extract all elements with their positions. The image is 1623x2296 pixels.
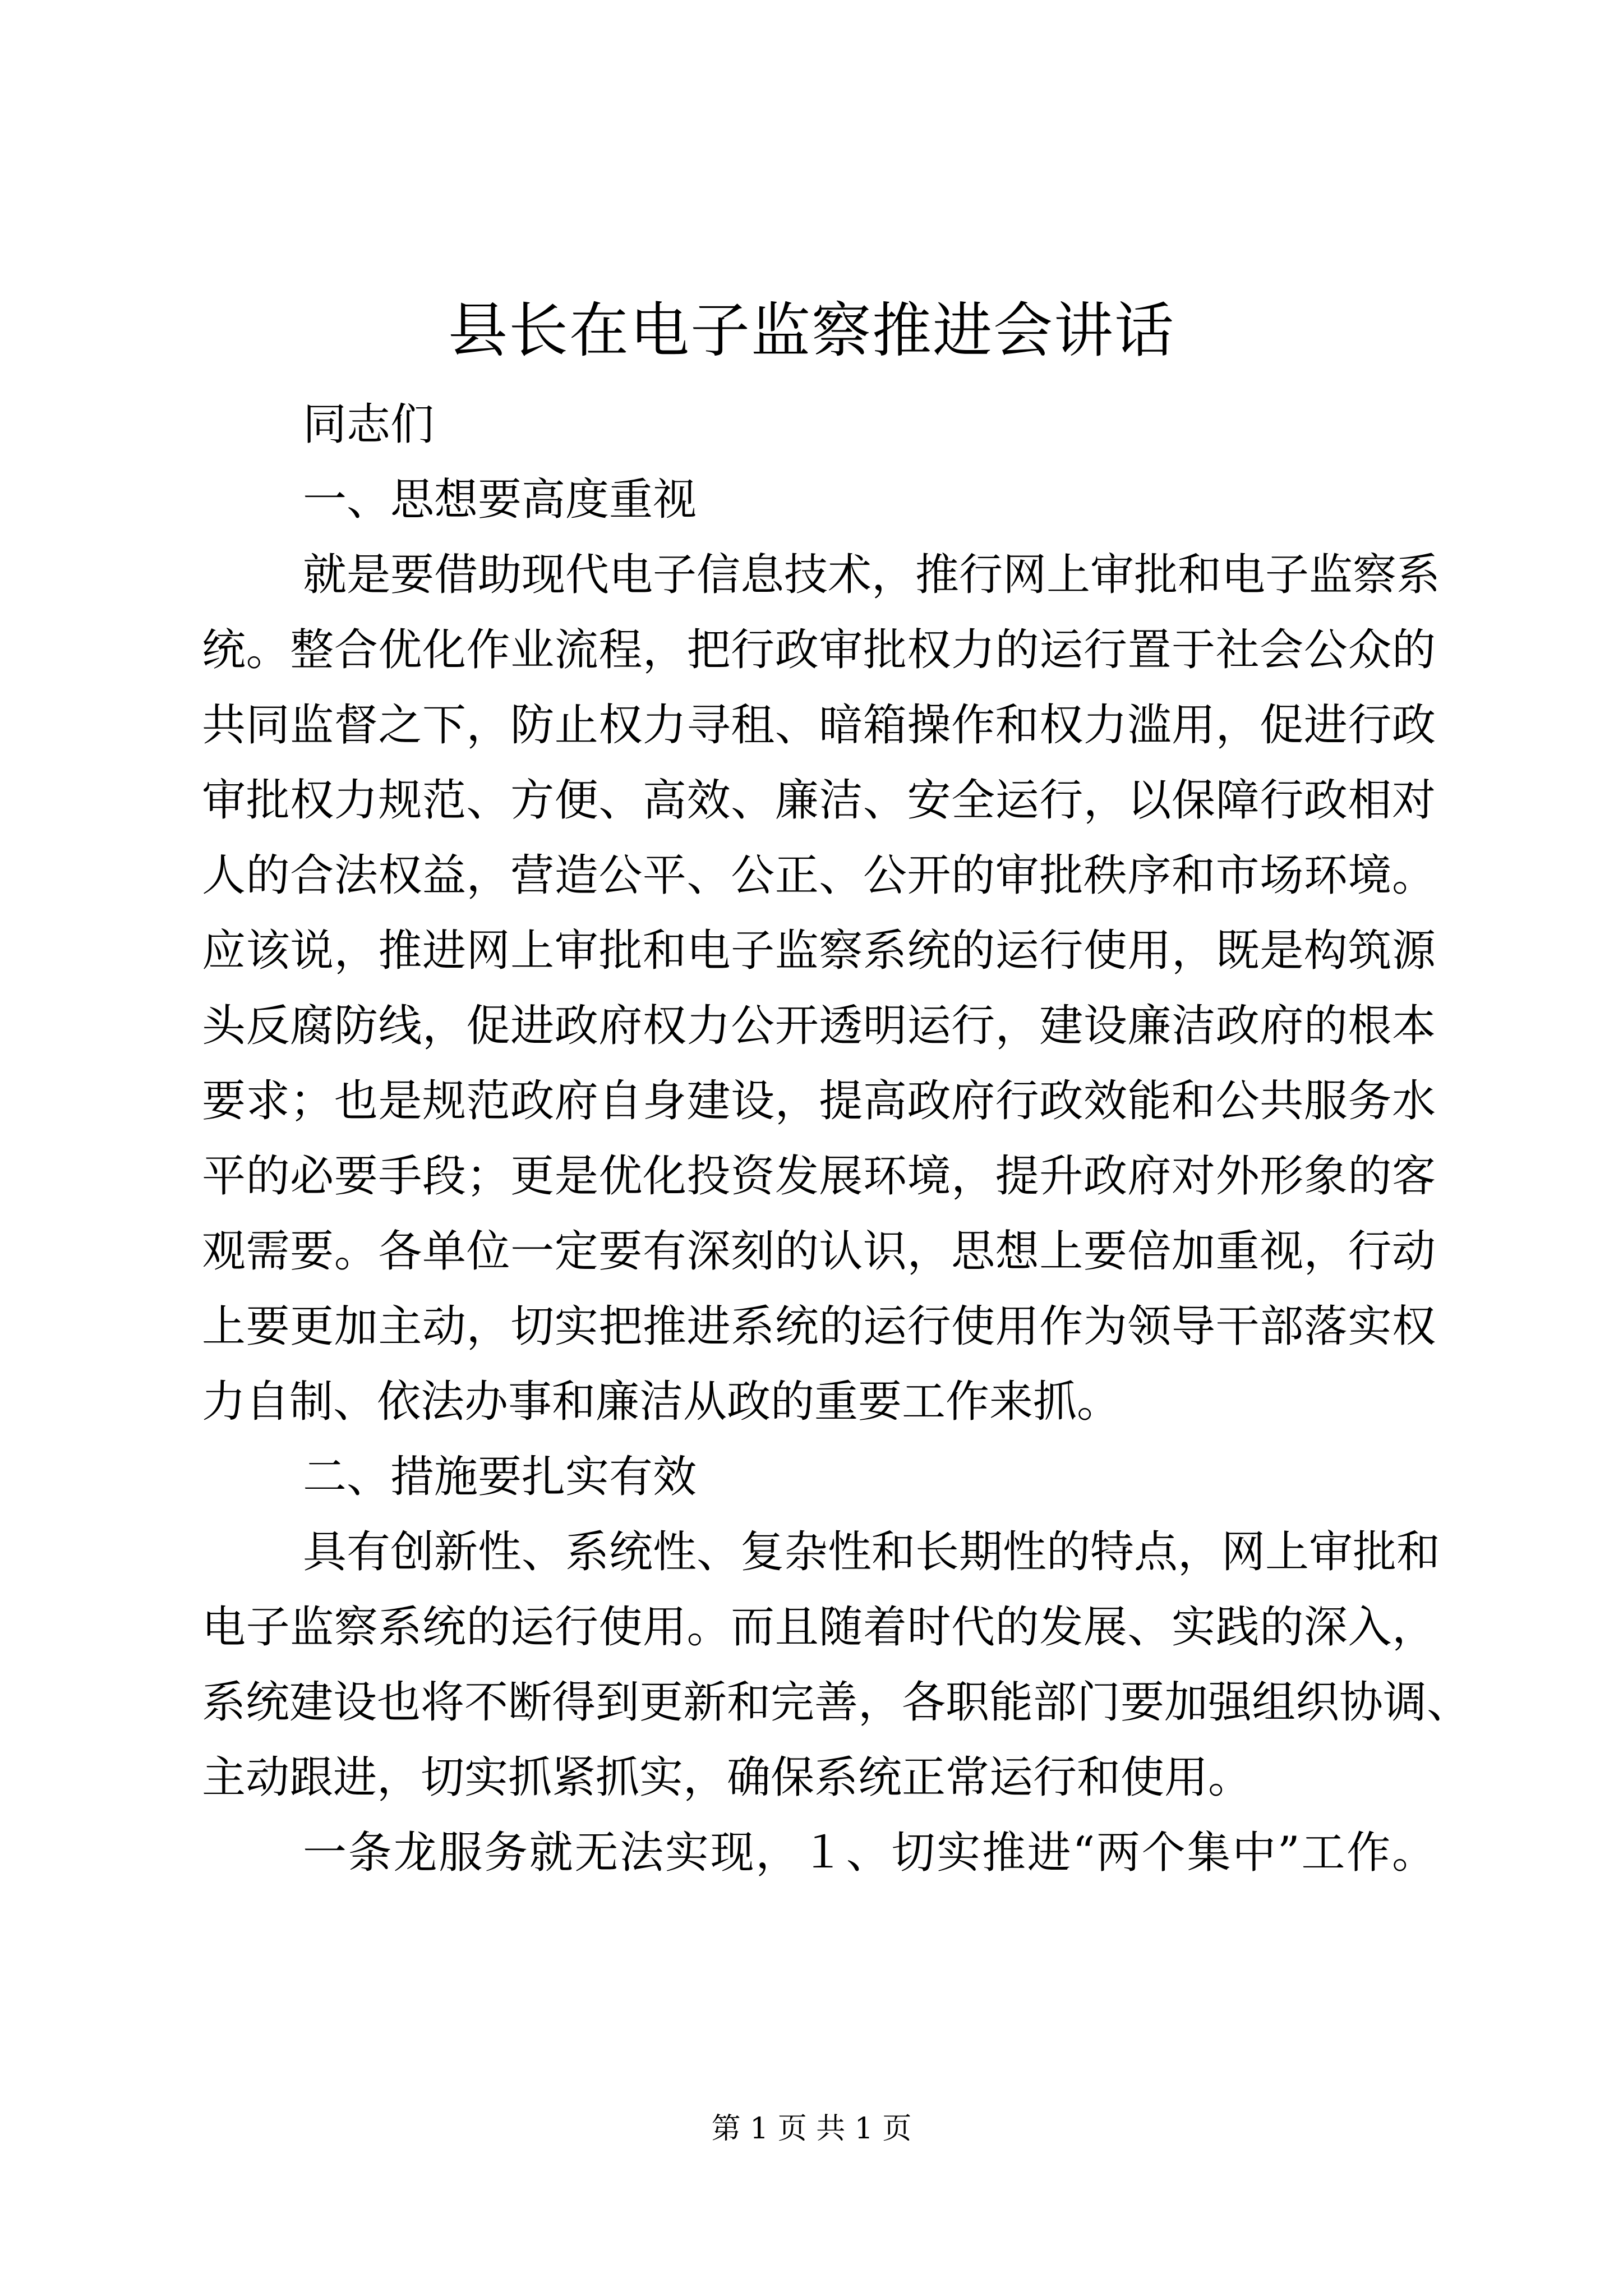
text-line: 共同监督之下，防止权力寻租、暗箱操作和权力滥用，促进行政 (202, 700, 1436, 751)
document-body (202, 387, 1471, 1890)
text-line: 主动跟进，切实抓紧抓实，确保系统正常运行和使用。 (202, 1752, 1252, 1803)
text-line: 应该说，推进网上审批和电子监察系统的运行使用，既是构筑源 (202, 926, 1436, 976)
text-line: 人的合法权益，营造公平、公正、公开的审批秩序和市场环境。 (202, 850, 1436, 901)
text-line: 系统建设也将不断得到更新和完善，各职能部门要加强组织协调、 (202, 1677, 1471, 1728)
text-line: 审批权力规范、方便、高效、廉洁、安全运行，以保障行政相对 (202, 775, 1436, 826)
text-line: 观需要。各单位一定要有深刻的认识，思想上要倍加重视，行动 (202, 1226, 1436, 1277)
page-footer: 第 1 页 共 1 页 (711, 2112, 912, 2146)
text-line: 就是要借助现代电子信息技术，推行网上审批和电子监察系 (303, 550, 1441, 600)
text-line: 一、思想要高度重视 (303, 475, 697, 525)
text-line: 具有创新性、系统性、复杂性和长期性的特点，网上审批和 (303, 1527, 1441, 1577)
text-line: 电子监察系统的运行使用。而且随着时代的发展、实践的深入， (202, 1602, 1436, 1653)
text-line: 要求；也是规范政府自身建设，提高政府行政效能和公共服务水 (202, 1076, 1436, 1126)
text-line: 头反腐防线，促进政府权力公开透明运行，建设廉洁政府的根本 (202, 1001, 1436, 1051)
document-title: 县长在电子监察推进会讲话 (448, 296, 1175, 365)
text-line: 二、措施要扎实有效 (303, 1452, 697, 1502)
text-line: 力自制、依法办事和廉洁从政的重要工作来抓。 (202, 1377, 1121, 1427)
text-line: 一条龙服务就无法实现，１、切实推进“两个集中”工作。 (303, 1828, 1436, 1878)
text-line: 统。整合优化作业流程，把行政审批权力的运行置于社会公众的 (202, 625, 1436, 675)
text-line: 上要更加主动，切实把推进系统的运行使用作为领导干部落实权 (202, 1301, 1436, 1352)
text-line: 平的必要手段；更是优化投资发展环境，提升政府对外形象的客 (202, 1151, 1436, 1202)
text-line: 同志们 (303, 399, 435, 450)
